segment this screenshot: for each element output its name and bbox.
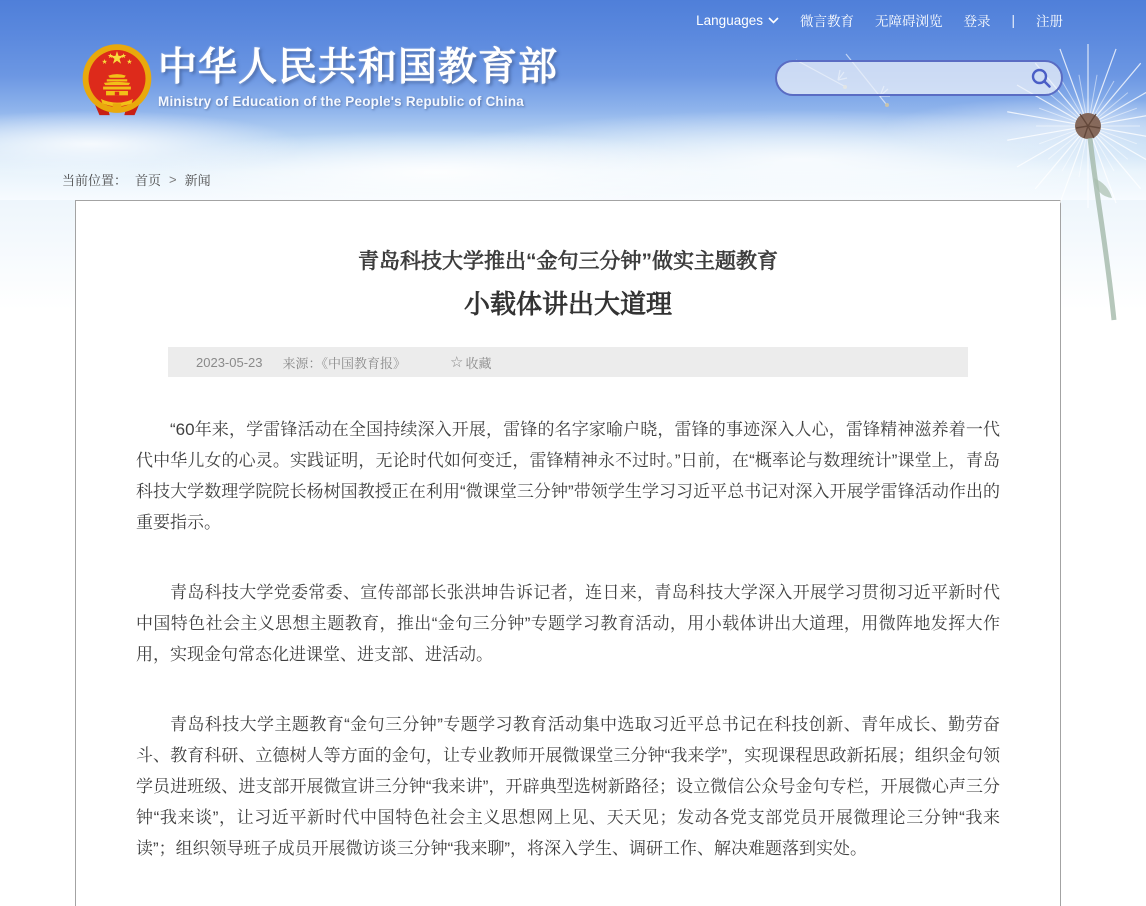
main-content xyxy=(0,200,1146,906)
breadcrumb-separator: > xyxy=(169,172,177,187)
site-branding xyxy=(158,44,558,109)
article-title-line2: 小载体讲出大道理 xyxy=(463,289,672,319)
login-link[interactable]: 登录 xyxy=(963,14,991,29)
breadcrumb xyxy=(62,170,211,189)
register-link[interactable]: 注册 xyxy=(1036,14,1063,29)
languages-label: Languages xyxy=(696,12,763,28)
article-paragraph: 青岛科技大学主题教育“金句三分钟”专题学习教育活动集中选取习近平总书记在科技创新、青年成长、勤劳奋斗、教育科研、立德树人等方面的金句，让专业教师开展微课堂三分钟“我来学”，实现课程思政新拓展；组织金句领学员进班级、进支部开展微宣讲三分钟“我来讲”，开辟典型选树新路径；设立微信公众号金句专栏，开展微心声三分钟“我来谈”，让习近平新时代中国特色社会主义思想网上见、天天见；发动各党支部党员开展微理论三分钟“我来读”；组织领导班子成员开展微访谈三分钟“我来聊”，将深入学生、调研工作、解决难题落到实处。 xyxy=(136,715,1000,858)
search-button[interactable] xyxy=(1021,62,1061,94)
languages-menu[interactable] xyxy=(696,13,779,28)
accessibility-link[interactable]: 无障碍浏览 xyxy=(874,14,943,29)
chevron-down-icon xyxy=(768,17,779,24)
topbar-divider: | xyxy=(1011,12,1015,28)
site-title-zh: 中华人民共和国教育部 xyxy=(158,46,559,89)
search-input[interactable] xyxy=(777,62,1021,94)
weiyan-link[interactable]: 微言教育 xyxy=(799,14,854,29)
search-box xyxy=(775,60,1063,96)
article-card xyxy=(75,200,1061,906)
favorite-button[interactable] xyxy=(450,353,491,372)
breadcrumb-current-link[interactable]: 新闻 xyxy=(184,173,211,188)
breadcrumb-home-link[interactable]: 首页 xyxy=(135,173,162,188)
search-icon xyxy=(1030,67,1052,89)
favorite-label: 收藏 xyxy=(465,355,492,371)
breadcrumb-prefix: 当前位置： xyxy=(62,173,128,188)
top-utility-bar xyxy=(696,10,1063,30)
article-source: 来源：《中国教育报》 xyxy=(282,355,407,371)
article-meta-bar xyxy=(168,347,968,377)
site-title-en: Ministry of Education of the People's Republic of China xyxy=(158,94,524,109)
star-outline-icon: ☆ xyxy=(450,353,464,371)
article-paragraph: 青岛科技大学党委常委、宣传部部长张洪坤告诉记者，连日来，青岛科技大学深入开展学习贯彻习近平新时代中国特色社会主义思想主题教育，推出“金句三分钟”专题学习教育活动，用小载体讲出大道理，用微阵地发挥大作用，实现金句常态化进课堂、进支部、进活动。 xyxy=(136,583,1000,664)
article-paragraph: “60年来，学雷锋活动在全国持续深入开展，雷锋的名字家喻户晓，雷锋的事迹深入人心，雷锋精神滋养着一代代中华儿女的心灵。实践证明，无论时代如何变迁，雷锋精神永不过时。”日前，在“概率论与数理统计”课堂上，青岛科技大学数理学院院长杨树国教授正在利用“微课堂三分钟”带领学生学习习近平总书记对深入开展学雷锋活动作出的重要指示。 xyxy=(136,420,1000,532)
article-body xyxy=(136,414,1000,864)
national-emblem-logo[interactable] xyxy=(80,42,154,118)
article-title-line1: 青岛科技大学推出“金句三分钟”做实主题教育 xyxy=(358,250,778,273)
site-header xyxy=(0,0,1146,200)
article-date: 2023-05-23 xyxy=(196,354,263,370)
